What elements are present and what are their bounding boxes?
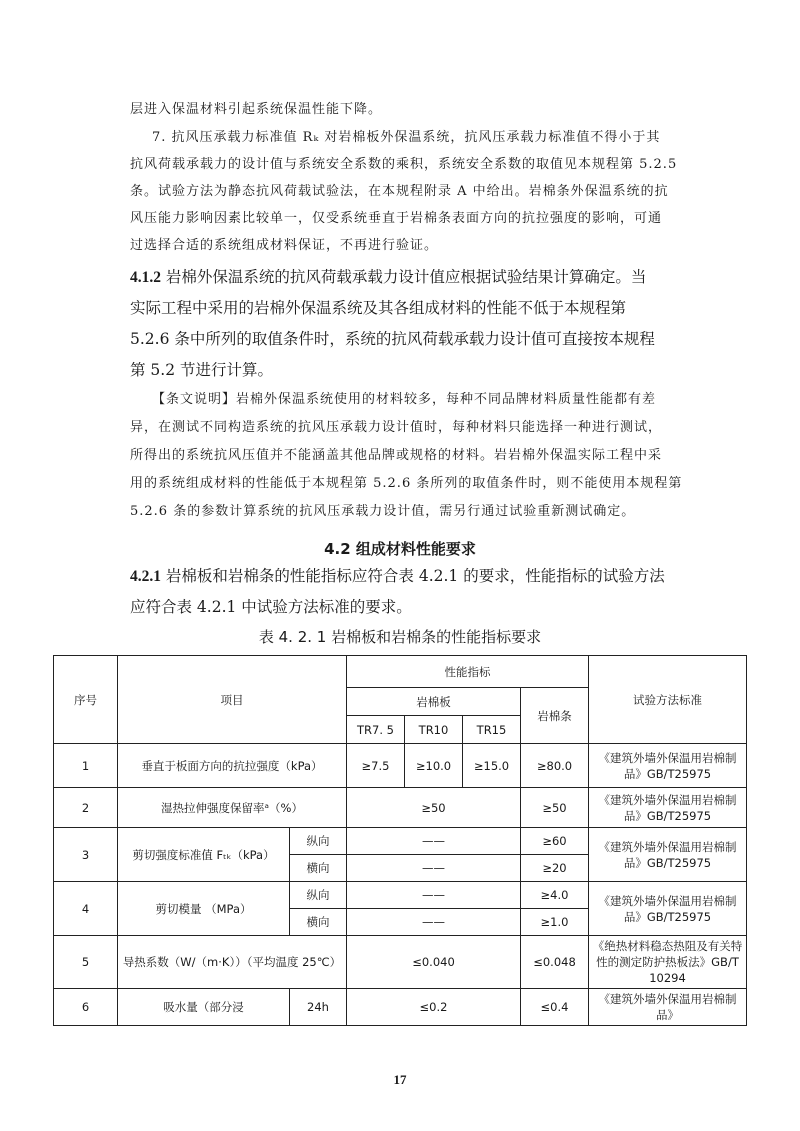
cell-sub: 纵向 [290, 882, 347, 909]
cell-value: ≥60 [521, 828, 589, 855]
clause-number: 4.1.2 [130, 269, 161, 286]
cell-value: ≥80.0 [521, 744, 589, 788]
cell-value: ≥1.0 [521, 909, 589, 936]
cell-value: ≤0.048 [521, 936, 589, 989]
table-header-row [54, 656, 747, 688]
cell-seq: 6 [54, 989, 118, 1026]
cell-method: 《建筑外墙外保温用岩棉制品》GB/T25975 [589, 744, 747, 788]
cell-value: —— [347, 882, 521, 909]
cell-seq: 4 [54, 882, 118, 936]
cell-value: ≤0.040 [347, 936, 521, 989]
text-line: 条。试验方法为静态抗风荷载试验法，在本规程附录 A 中给出。岩棉条外保温系统的抗 [130, 184, 669, 199]
clause-line [130, 564, 665, 586]
text-line: 【条文说明】岩棉外保温系统使用的材料较多，每种不同品牌材料质量性能都有差 [152, 392, 657, 407]
cell-method: 《绝热材料稳态热阻及有关特性的测定防护热板法》GB/T 10294 [589, 936, 747, 989]
clause-number: 4.2.1 [130, 568, 161, 585]
cell-value: ≥7.5 [347, 744, 405, 788]
text-line: 5.2.6 条的参数计算系统的抗风压承载力设计值，需另行通过试验重新测试确定。 [130, 504, 636, 519]
cell-item: 剪切强度标准值 Fₜₖ（kPa） [118, 828, 290, 882]
cell-value: ≥50 [521, 788, 589, 828]
text-line: 岩棉外保温系统的抗风荷载承载力设计值应根据试验结果计算确定。当 [161, 268, 647, 286]
cell-item: 导热系数（W/（m·K））（平均温度 25℃） [118, 936, 347, 989]
cell-seq: 2 [54, 788, 118, 828]
cell-sub: 纵向 [290, 828, 347, 855]
clause-line [130, 265, 646, 287]
text-line: 用的系统组成材料的性能低于本规程第 5.2.6 条所列的取值条件时，则不能使用本规程第 [130, 476, 683, 491]
cell-item: 垂直于板面方向的抗拉强度（kPa） [118, 744, 347, 788]
table-row [54, 744, 747, 788]
cell-method: 《建筑外墙外保温用岩棉制品》GB/T25975 [589, 788, 747, 828]
text-line: 第 5.2 节进行计算。 [130, 361, 274, 379]
cell-value: ≤0.2 [347, 989, 521, 1026]
cell-value: ≥50 [347, 788, 521, 828]
header-item: 项目 [118, 656, 347, 744]
cell-sub: 24h [290, 989, 347, 1026]
cell-seq: 5 [54, 936, 118, 989]
cell-item: 剪切模量 （MPa） [118, 882, 290, 936]
cell-value: ≥4.0 [521, 882, 589, 909]
header-method: 试验方法标准 [589, 656, 747, 744]
cell-method: 《建筑外墙外保温用岩棉制品》 [589, 989, 747, 1026]
text-line: 异，在测试不同构造系统的抗风压承载力设计值时，每种材料只能选择一种进行测试， [130, 420, 663, 435]
cell-value: —— [347, 828, 521, 855]
cell-method: 《建筑外墙外保温用岩棉制品》GB/T25975 [589, 882, 747, 936]
text-line: 应符合表 4.2.1 中试验方法标准的要求。 [130, 598, 412, 616]
spec-table [53, 655, 747, 1026]
cell-value: ≤0.4 [521, 989, 589, 1026]
page-number: 17 [393, 1072, 407, 1087]
header-board: 岩棉板 [347, 688, 521, 716]
table-caption: 表 4. 2. 1 岩棉板和岩棉条的性能指标要求 [258, 628, 542, 646]
cell-method: 《建筑外墙外保温用岩棉制品》GB/T25975 [589, 828, 747, 882]
text-line: 岩棉板和岩棉条的性能指标应符合表 4.2.1 的要求，性能指标的试验方法 [161, 567, 665, 585]
text-line: 7. 抗风压承载力标准值 Rₖ 对岩棉板外保温系统，抗风压承载力标准值不得小于其 [152, 130, 661, 145]
cell-value: —— [347, 855, 521, 882]
header-strip: 岩棉条 [521, 688, 589, 744]
cell-seq: 3 [54, 828, 118, 882]
cell-value: ≥10.0 [405, 744, 463, 788]
cell-value: ≥20 [521, 855, 589, 882]
header-tr10: TR10 [405, 716, 463, 744]
text-line: 所得出的系统抗风压值并不能涵盖其他品牌或规格的材料。岩岩棉外保温实际工程中采 [130, 448, 663, 463]
header-seq: 序号 [54, 656, 118, 744]
table-row [54, 882, 747, 909]
text-line: 抗风荷载承载力的设计值与系统安全系数的乘积，系统安全系数的取值见本规程第 5.2.5 [130, 157, 678, 172]
table-row [54, 936, 747, 989]
cell-value: —— [347, 909, 521, 936]
cell-seq: 1 [54, 744, 118, 788]
table-row [54, 788, 747, 828]
text-line: 层进入保温材料引起系统保温性能下降。 [130, 102, 383, 117]
text-line: 5.2.6 条中所列的取值条件时，系统的抗风荷载承载力设计值可直接按本规程 [130, 330, 655, 348]
section-title: 4.2 组成材料性能要求 [324, 540, 476, 558]
cell-sub: 横向 [290, 855, 347, 882]
cell-value: ≥15.0 [463, 744, 521, 788]
cell-item: 吸水量（部分浸 [118, 989, 290, 1026]
table-row [54, 828, 747, 855]
cell-item: 湿热拉伸强度保留率ᵃ（%） [118, 788, 347, 828]
cell-sub: 横向 [290, 909, 347, 936]
text-line: 实际工程中采用的岩棉外保温系统及其各组成材料的性能不低于本规程第 [130, 299, 627, 317]
table-row [54, 989, 747, 1026]
header-tr15: TR15 [463, 716, 521, 744]
text-line: 过选择合适的系统组成材料保证，不再进行验证。 [130, 238, 439, 253]
header-performance: 性能指标 [347, 656, 589, 688]
text-line: 风压能力影响因素比较单一，仅受系统垂直于岩棉条表面方向的抗拉强度的影响，可通 [130, 211, 663, 226]
header-tr75: TR7. 5 [347, 716, 405, 744]
